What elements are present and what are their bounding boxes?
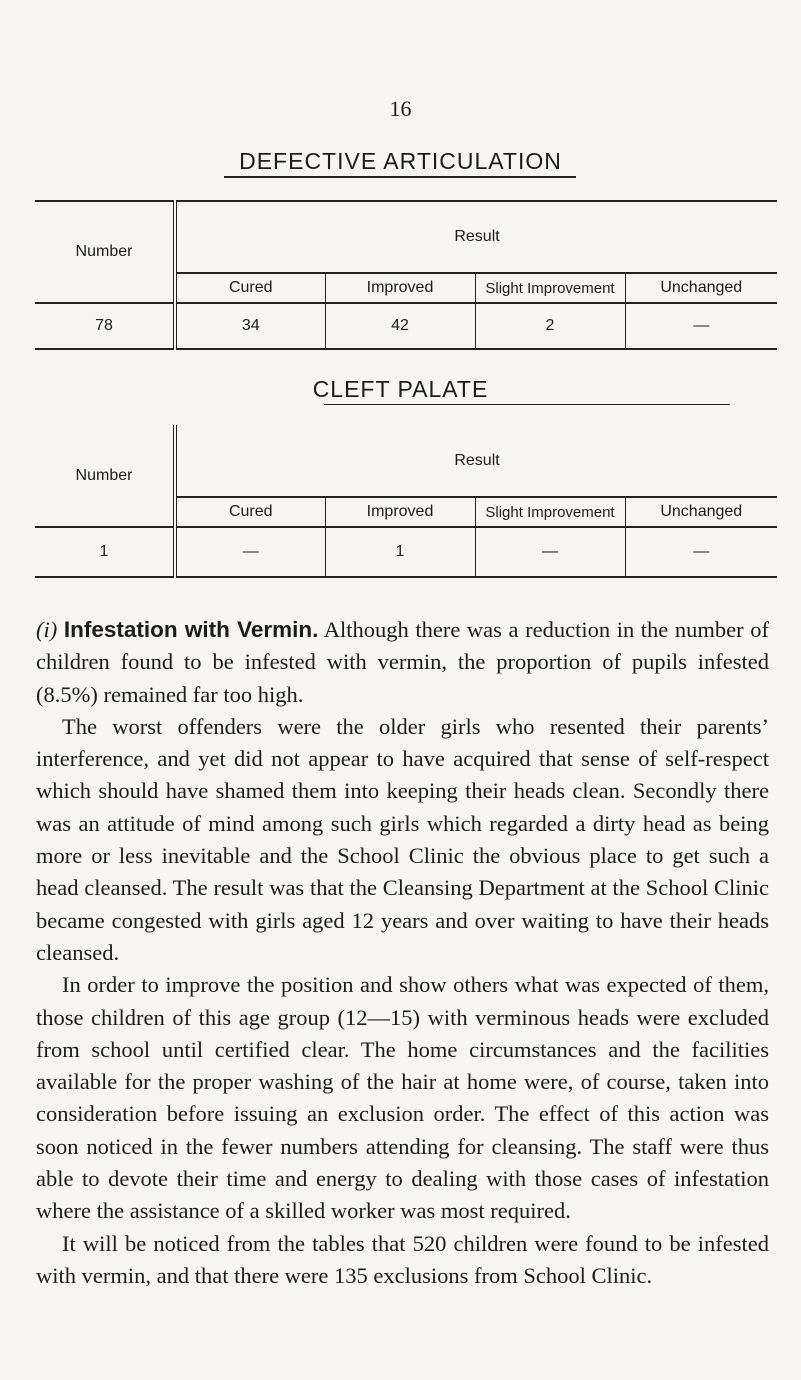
paragraph: In order to improve the position and show others what was expected of them, those children of this age group (12—15) with verminous heads were excluded from school until certified clear. The home circumstances and the facilities available for the proper washing of the hair at home were, of course, taken into consideration before issuing an exclusion order. The effect of this action was soon noticed in the fewer numbers attending for cleansing. The staff were thus able to devote their time and energy to dealing with those cases of infestation where the assistance of a skilled worker was most required.: [36, 972, 769, 1224]
cleft-palate-title: CLEFT PALATE: [312, 376, 489, 402]
defective-articulation-table: [35, 200, 777, 350]
paragraph-text: Although there was a reduction in the number of children found to be infested with vermin, the proportion of pupils infested (8.5%) remained far too high.: [36, 617, 769, 707]
col-slight-improvement: Slight Improvement: [475, 273, 625, 303]
col-improved: Improved: [325, 273, 475, 303]
infestation-section: [36, 614, 769, 1292]
col-improved: Improved: [325, 497, 475, 527]
col-slight-improvement: Slight Improvement: [475, 497, 625, 527]
section-heading: Infestation with Vermin.: [63, 617, 319, 642]
cell-slight-improvement: —: [475, 527, 625, 577]
paragraph: The worst offenders were the older girls who resented their parents’ interference, and yet did not appear to have acquired that sense of self-respect which should have shamed them into keeping their heads clean. Secondly there was an attitude of mind among such girls which regarded a dirty head as being more or less inevitable and the School Clinic the obvious place to get such a head cleansed. The result was that the Cleansing Department at the School Clinic became congested with girls aged 12 years and over waiting to have their heads cleansed.: [36, 713, 769, 965]
section-marker: (i): [36, 617, 58, 642]
cell-unchanged: —: [625, 527, 777, 577]
col-unchanged: Unchanged: [625, 497, 777, 527]
cell-cured: 34: [175, 303, 325, 349]
col-unchanged: Unchanged: [625, 273, 777, 303]
cell-improved: 42: [325, 303, 475, 349]
cell-cured: —: [175, 527, 325, 577]
cell-unchanged: —: [625, 303, 777, 349]
cleft-palate-table: [35, 425, 777, 578]
paragraph: It will be noticed from the tables that 520 children were found to be infested with vermin, and that there were 135 exclusions from School Clinic.: [36, 1230, 769, 1288]
defective-articulation-title: DEFECTIVE ARTICULATION: [239, 148, 562, 174]
cell-number: 78: [35, 303, 175, 349]
title-underline: [324, 404, 730, 405]
cell-slight-improvement: 2: [475, 303, 625, 349]
paragraph: [36, 614, 769, 711]
col-cured: Cured: [175, 273, 325, 303]
title-underline: [224, 176, 576, 178]
cell-number: 1: [35, 527, 175, 577]
col-cured: Cured: [175, 497, 325, 527]
result-header: Result: [454, 451, 500, 469]
result-header: Result: [175, 201, 777, 273]
page-number: 16: [389, 96, 412, 121]
number-header: Number: [35, 425, 175, 527]
number-header: Number: [35, 201, 175, 303]
cell-improved: 1: [325, 527, 475, 577]
